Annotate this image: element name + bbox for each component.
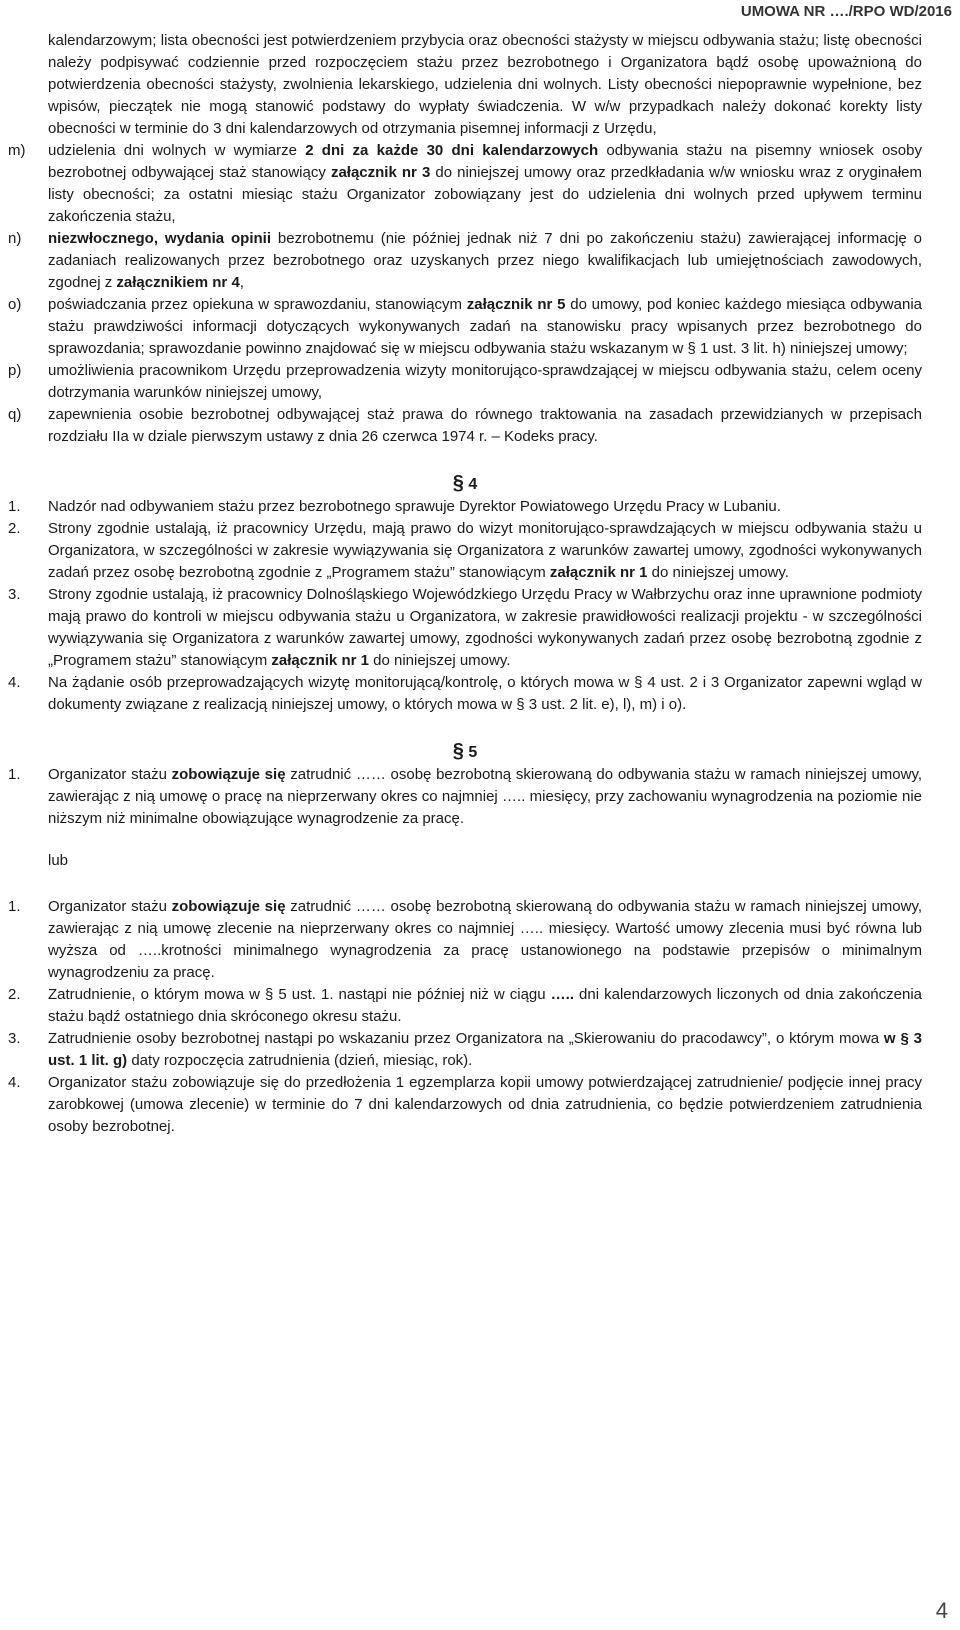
list-marker: 2.: [8, 986, 21, 1003]
list-marker: n): [8, 230, 22, 247]
list-item-5-3: [8, 1028, 922, 1072]
list-item-text: Organizator stażu zobowiązuje się zatrudnić …… osobę bezrobotną skierowaną do odbywania stażu w ramach niniejszej umowy, zawierając z nią umowę o pracę na nieprzerwany okres co najmniej ….. miesięcy, przy zachowaniu wynagrodzenia na poziomie nie niższym niż minimalne obowiązujące wynagrodzenie za pracę.: [48, 766, 923, 827]
list-item-4-4: [8, 672, 922, 716]
list-item-text: umożliwienia pracownikom Urzędu przeprowadzenia wizyty monitorująco-sprawdzającej w miejscu odbywania stażu, celem oceny dotrzymania warunków niniejszej umowy,: [48, 362, 922, 401]
section-number: 4: [468, 476, 478, 493]
list-item-q: [8, 404, 922, 448]
list-item-5-1a: [8, 764, 922, 830]
document-body: [8, 30, 922, 1138]
list-item-p: [8, 360, 922, 404]
list-item-text: udzielenia dni wolnych w wymiarze 2 dni za każde 30 dni kalendarzowych odbywania stażu na pisemny wniosek osoby bezrobotnej odbywającej staż stanowiący załącznik nr 3 do niniejszej umowy oraz przedkładania w/w wniosku wraz z oryginałem listy obecności; za ostatni miesiąc stażu Organizator zobowiązany jest do udzielenia dni wolnych przed upływem terminu zakończenia stażu,: [48, 142, 923, 225]
list-marker: 1.: [8, 498, 21, 515]
list-marker: q): [8, 406, 22, 423]
list-item-text: niezwłocznego, wydania opinii bezrobotnemu (nie później jednak niż 7 dni po zakończeniu stażu) zawierającej informację o zadaniach realizowanych przez bezrobotnego oraz uzyskanych przez niego kwalifikacjach lub umiejętnościach zawodowych, zgodnej z załącznikiem nr 4,: [48, 230, 922, 291]
list-item-text: Na żądanie osób przeprowadzających wizytę monitorującą/kontrolę, o których mowa w § 4 ust. 2 i 3 Organizator zapewni wgląd w dokumenty związane z realizacją niniejszej umowy, o których mowa w § 3 ust. 2 lit. e), l), m) i o).: [48, 674, 922, 713]
section-heading-4: [8, 472, 922, 496]
list-item-text: Zatrudnienie osoby bezrobotnej nastąpi po wskazaniu przez Organizatora na „Skierowaniu do pracodawcy”, o którym mowa w § 3 ust. 1 lit. g) daty rozpoczęcia zatrudnienia (dzień, miesiąc, rok).: [48, 1030, 922, 1069]
list-marker: p): [8, 362, 22, 379]
list-item-n: [8, 228, 922, 294]
section-sign: §: [452, 472, 464, 494]
list-item-m: [8, 140, 922, 228]
list-marker: 1.: [8, 766, 21, 783]
list-marker: 3.: [8, 1030, 21, 1047]
list-marker: o): [8, 296, 22, 313]
list-item-text: Nadzór nad odbywaniem stażu przez bezrobotnego sprawuje Dyrektor Powiatowego Urzędu Pracy w Lubaniu.: [48, 498, 781, 515]
list-item-text: Zatrudnienie, o którym mowa w § 5 ust. 1. nastąpi nie później niż w ciągu ….. dni kalendarzowych liczonych od dnia zakończenia stażu bądź ostatniego dnia skróconego okresu stażu.: [48, 986, 922, 1025]
section-heading-5: [8, 740, 922, 764]
list-item-o: [8, 294, 922, 360]
list-item-text: poświadczania przez opiekuna w sprawozdaniu, stanowiącym załącznik nr 5 do umowy, pod koniec każdego miesiąca odbywania stażu prawdziwości informacji dotyczących wykonywanych zadań na stanowisku pracy wpisanych przez bezrobotnego do sprawozdania; sprawozdanie powinno znajdować się w miejscu odbywania stażu wskazanym w § 1 ust. 3 lit. h) niniejszej umowy;: [48, 296, 923, 357]
list-marker: 2.: [8, 520, 21, 537]
list-marker: 4.: [8, 1074, 21, 1091]
list-item-5-2: [8, 984, 922, 1028]
document-reference: UMOWA NR …./RPO WD/2016: [740, 3, 952, 20]
list-item-4-2: [8, 518, 922, 584]
list-item-text: Organizator stażu zobowiązuje się do przedłożenia 1 egzemplarza kopii umowy potwierdzającej zatrudnienie/ podjęcie innej pracy zarobkowej (umowa zlecenie) w terminie do 7 dni kalendarzowych od dnia zatrudnienia, co będzie potwierdzeniem zatrudnienia osoby bezrobotnej.: [48, 1074, 922, 1135]
section-sign: §: [452, 740, 464, 762]
list-item-4-3: [8, 584, 922, 672]
list-item-text: Strony zgodnie ustalają, iż pracownicy Urzędu, mają prawo do wizyt monitorująco-sprawdzających w miejscu odbywania stażu u Organizatora, w szczególności w zakresie wywiązywania się Organizatora z warunków zawartej umowy, zgodności wykonywanych zadań przez osobę bezrobotną zgodnie z „Programem stażu” stanowiącym załącznik nr 1 do niniejszej umowy.: [48, 520, 922, 581]
list-marker: 3.: [8, 586, 21, 603]
list-item-text: Strony zgodnie ustalają, iż pracownicy Dolnośląskiego Wojewódzkiego Urzędu Pracy w Wałbrzychu oraz inne uprawnione podmioty mają prawo do kontroli w miejscu odbywania stażu u Organizatora, w zakresie prawidłowości realizacji projektu - w szczególności wywiązywania się Organizatora z warunków zawartej umowy, zgodności wykonywanych zadań przez osobę bezrobotną zgodnie z „Programem stażu” stanowiącym załącznik nr 1 do niniejszej umowy.: [48, 586, 922, 669]
list-item-text: zapewnienia osobie bezrobotnej odbywającej staż prawa do równego traktowania na zasadach przewidzianych w przepisach rozdziału IIa w dziale pierwszym ustawy z dnia 26 czerwca 1974 r. – Kodeks pracy.: [48, 406, 922, 445]
paragraph-continuation: kalendarzowym; lista obecności jest potwierdzeniem przybycia oraz obecności stażysty w miejscu odbywania stażu; listę obecności należy podpisywać codziennie przed rozpoczęciem stażu przez bezrobotnego i Organizatora bądź osobę upoważnioną do potwierdzenia obecności stażysty, zwolnienia lekarskiego, udzielenia dni wolnych. Listy obecności niepoprawnie wypełnione, bez wpisów, pieczątek nie mogą stanowić podstawy do wypłaty świadczenia. W w/w przypadkach należy dokonać korekty listy obecności w terminie do 3 dni kalendarzowych od otrzymania pisemnej informacji z Urzędu,: [48, 32, 922, 137]
page-number: 4: [935, 1598, 948, 1623]
list-item-5-1b: [8, 896, 922, 984]
list-item-text: Organizator stażu zobowiązuje się zatrudnić …… osobę bezrobotną skierowaną do odbywania stażu w ramach niniejszej umowy, zawierając z nią umowę zlecenie na nieprzerwany okres co najmniej ….. miesięcy. Wartość umowy zlecenia musi być równa lub wyższa od …..krotności minimalnego wynagrodzenia za pracę ustanowionego na podstawie przepisów o minimalnym wynagrodzeniu za pracę.: [48, 898, 923, 981]
list-marker: m): [8, 142, 26, 159]
alternative-separator: lub: [48, 852, 69, 869]
list-marker: 1.: [8, 898, 21, 915]
list-item-5-4: [8, 1072, 922, 1138]
section-number: 5: [468, 744, 478, 761]
list-item-4-1: [8, 496, 922, 518]
list-marker: 4.: [8, 674, 21, 691]
